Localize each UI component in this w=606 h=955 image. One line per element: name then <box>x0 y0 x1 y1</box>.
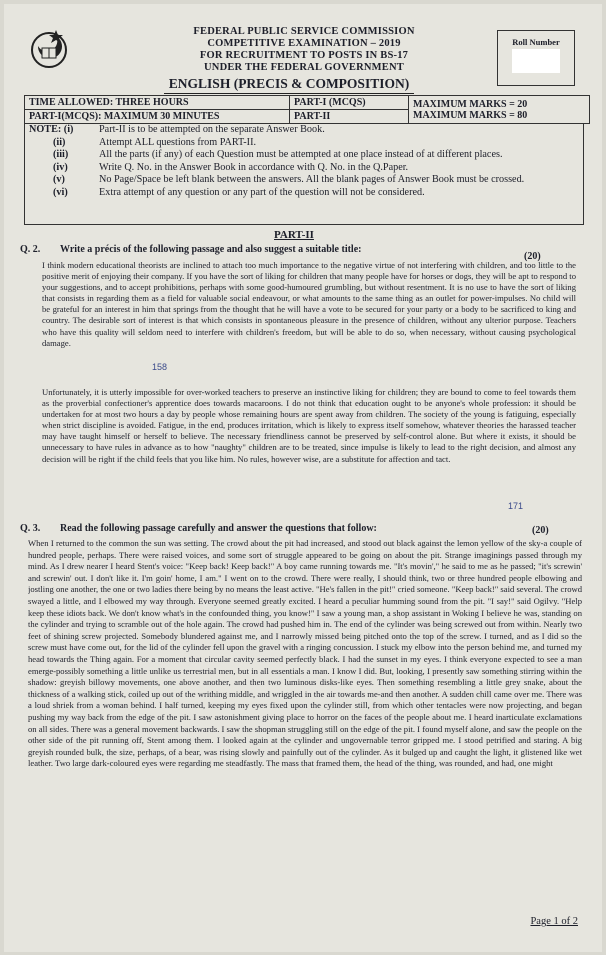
q3-prompt: Read the following passage carefully and answer the questions that follow: <box>60 523 377 534</box>
exam-paper <box>4 4 602 952</box>
note-item <box>25 149 583 162</box>
header-line-4: UNDER THE FEDERAL GOVERNMENT <box>204 62 404 73</box>
note-number: NOTE: (i) <box>29 124 74 135</box>
page-number: Page 1 of 2 <box>530 916 578 927</box>
instructions-box <box>24 123 584 225</box>
note-text: Part-II is to be attempted on the separate Answer Book. <box>99 124 325 135</box>
q2-marks: (20) <box>524 251 541 262</box>
note-number: (iv) <box>53 161 68 173</box>
note-text: Write Q. No. in the Answer Book in accordance with Q. No. in the Q.Paper. <box>99 161 409 173</box>
max-marks-part-1: MAXIMUM MARKS = 20 <box>413 99 528 110</box>
max-marks-part-2: MAXIMUM MARKS = 80 <box>413 110 528 121</box>
header-line-3: FOR RECRUITMENT TO POSTS IN BS-17 <box>199 50 409 61</box>
word-count-annotation: 158 <box>152 362 168 372</box>
q3-marks: (20) <box>532 525 549 536</box>
roll-number-field[interactable] <box>512 49 560 73</box>
word-count-annotation: 171 <box>508 501 524 511</box>
note-text: Attempt ALL questions from PART-II. <box>99 136 257 148</box>
note-item <box>25 124 583 137</box>
subject-title: ENGLISH (PRECIS & COMPOSITION) <box>164 76 414 94</box>
fpsc-emblem-icon <box>26 24 72 70</box>
note-number: (iii) <box>53 149 69 160</box>
q2-prompt: Write a précis of the following passage and also suggest a suitable title: <box>60 244 362 255</box>
q2-paragraph-2: Unfortunately, it is utterly impossible for over-worked teachers to preserve an instinctive liking for children; they are bound to come to feel towards them as the proverbial confectioner's apprentice does towards macaroons. I do not think that education ought to be anyone's whole profession: it should be undertaken for at most two hours a day by people whose remaining hours are spent away from children. The society of the young is fatiguing, especially when strict discipline is avoided. Fatigue, in the end, produces irritation, which is likely to express itself somehow, whatever theories the harassed teacher may have taught himself or herself to believe. The necessary friendliness cannot be preserved by self-control alone. But where it exists, it should be unnecessary to have rules in advance as to how "naughty" children are to be treated, since impulse is likely to lead to the right decision, and almost any decision will be right if the child feels that you like him. No rules, however wise, are a substitute for affection and tact. <box>42 387 576 464</box>
mcq-time: PART-I(MCQS): MAXIMUM 30 MINUTES <box>25 110 290 124</box>
header-line-1: FEDERAL PUBLIC SERVICE COMMISSION <box>193 26 415 37</box>
q3-passage: When I returned to the common the sun was setting. The crowd about the pit had increased, and stood out black against the lemon yellow of the sky-a couple of hundred people, perhaps. There were raised voices, and some sort of struggle appeared to be going on about the pit. Strange imaginings passed through my mind. As I drew nearer I heard Stent's voice: "Keep back! Keep back!" A boy came running towards me. "It's movin'," he said to me as he passed; "it's screwin' and screwin' out. I don't like it. I'm goin' home, I am." I went on to the crowd. There were really, I should think, two or three hundred people elbowing and jostling one another, the one or two ladies there being by no means the least active. "He's fallen in the pit!" cried someone. "Keep back!" said several. The crowd swayed a little, and I elbowed my way through. Everyone seemed greatly excited. I heard a peculiar humming sound from the pit. "I say!" said Ogilvy. "Help keep these idiots back. We don't know what's in the confounded thing, you know!" I saw a young man, a shop assistant in Woking I believe he was, standing on the cylinder and trying to scramble out of the hole again. The crowd had pushed him in. The end of the cylinder was being screwed out from within. Nearly two feet of shining screw projected. Somebody blundered against me, and I narrowly missed being pitched onto the top of the screw. I turned, and as I did so the screw must have come out, for the lid of the cylinder fell upon the gravel with a ringing concussion. I stuck my elbow into the person behind me, and turned my head towards the Thing again. For a moment that circular cavity seemed perfectly black. I had the sunset in my eyes. I think everyone expected to see a man emerge-possibly something a little unlike us terrestrial men, but in all essentials a man. I know I did. But, looking, I presently saw something stirring within the shadow: greyish billowy movements, one above another, and then two luminous disks-like eyes. Then something resembling a little grey snake, about the thickness of a walking stick, coiled up out of the writhing middle, and wriggled in the air towards me-and then another. A sudden chill came over me. There was a loud shriek from a woman behind. I half turned, keeping my eyes fixed upon the cylinder still, from which other tentacles were now projecting, and began pushing my way back from the edge of the pit. I saw astonishment giving place to horror on the faces of the people about me. I heard inarticulate exclamations on all sides. There was a general movement backwards. I saw the shopman struggling still on the edge of the pit. I found myself alone, and saw the people on the other side of the pit running off, Stent among them. I looked again at the cylinder and ungovernable terror gripped me. I stood petrified and staring. A big greyish rounded bulk, the size, perhaps, of a bear, was rising slowly and painfully out of the cylinder. As it bulged up and caught the light, it glistened like wet leather. Two large dark-coloured eyes were regarding me steadfastly. The mass that framed them, the head of the thing, was rounded, and had, one might <box>28 538 582 769</box>
q3-number: Q. 3. <box>20 523 41 534</box>
part-heading: PART-II <box>274 229 314 241</box>
header-line-2: COMPETITIVE EXAMINATION – 2019 <box>207 38 401 49</box>
q2-number: Q. 2. <box>20 244 41 255</box>
part-1-label: PART-I (MCQS) <box>290 96 409 110</box>
part-2-label: PART-II <box>290 110 409 124</box>
q2-paragraph-1: I think modern educational theorists are inclined to attach too much importance to the negative virtue of not interfering with children, and too little to the positive merit of enjoying their company. If you have the sort of liking for children that many people have for horses or dogs, they will be apt to respond to your suggestions, and to accept prohibitions, perhaps with some good-humoured grumbling, but without resentment. It is no use to have the sort of liking that consists in regarding them as a field for valuable social endeavour, or what amounts to the same thing as an outlet for power-impulses. No child will be grateful for an interest in him that springs from the thought that he will have a vote to be secured for your party or a body to be sacrificed to king and country. The desirable sort of interest is that which consists in spontaneous pleasure in the presence of children, without any ulterior purpose. Teachers who have this quality will seldom need to interfere with children's freedom, but will be able to do so, when necessary, without causing psychological damage. <box>42 260 576 348</box>
note-number: (ii) <box>53 136 66 148</box>
time-allowed: TIME ALLOWED: THREE HOURS <box>25 96 290 110</box>
note-text: Extra attempt of any question or any part of the question will not be considered. <box>99 186 425 198</box>
note-item <box>25 162 583 175</box>
note-number: (v) <box>53 174 65 185</box>
note-item <box>25 187 583 200</box>
note-number: (vi) <box>53 186 68 198</box>
roll-number-box <box>497 30 575 86</box>
note-item <box>25 174 583 187</box>
exam-meta-table <box>24 95 590 124</box>
note-item <box>25 137 583 150</box>
note-text: All the parts (if any) of each Question must be attempted at one place instead of at different places. <box>99 149 503 160</box>
exam-header <box>154 26 454 74</box>
note-text: No Page/Space be left blank between the answers. All the blank pages of Answer Book must be crossed. <box>99 174 525 185</box>
roll-number-label: Roll Number <box>512 37 560 47</box>
